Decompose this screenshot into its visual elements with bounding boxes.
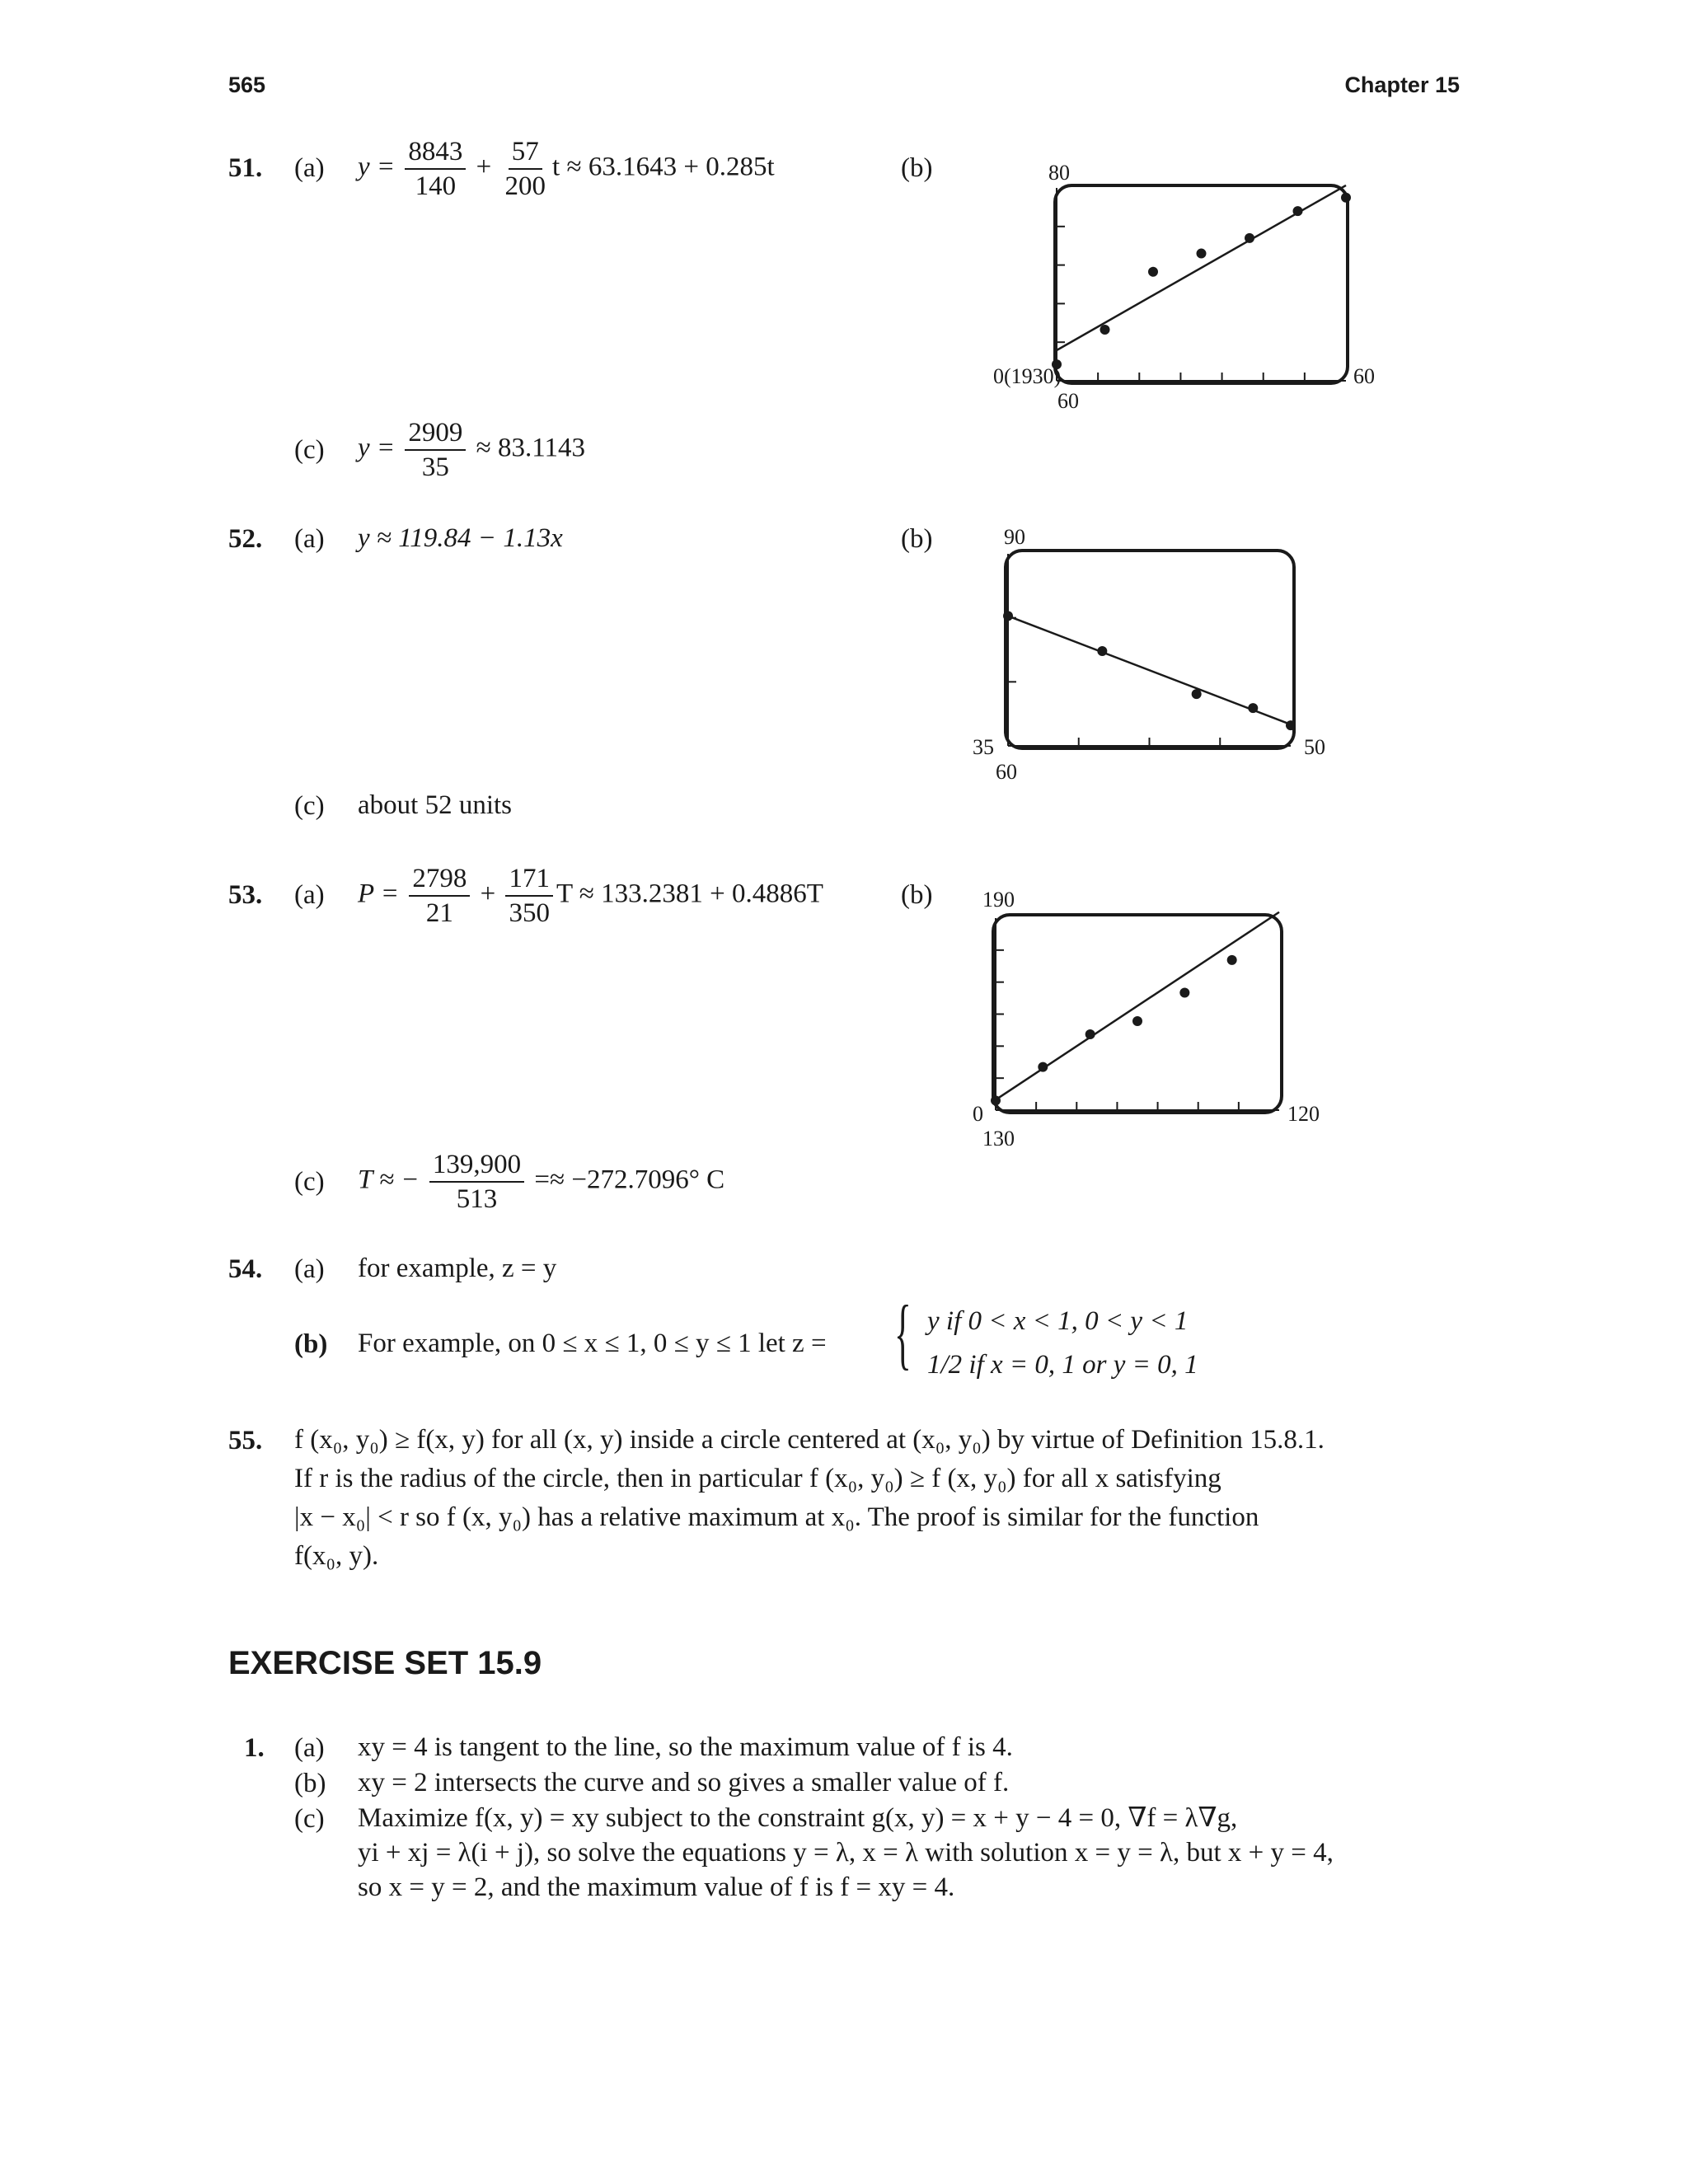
p51-a-frac1 — [405, 135, 466, 203]
problem-number-54: 54. — [228, 1254, 263, 1284]
frac-numerator: 139,900 — [429, 1148, 524, 1183]
section-title: EXERCISE SET 15.9 — [228, 1645, 542, 1681]
x-max-label: 60 — [1353, 364, 1375, 388]
exercise-number-1: 1. — [244, 1733, 265, 1763]
p51-c-equation — [358, 416, 585, 484]
chapter-title: Chapter 15 — [1344, 73, 1460, 97]
frac-denominator: 140 — [415, 171, 457, 201]
p53-c-frac — [429, 1148, 524, 1216]
p51-b-label: (b) — [901, 153, 933, 183]
chart-51 — [964, 148, 1393, 420]
frac-denominator: 21 — [425, 898, 453, 928]
chart-frame — [1055, 185, 1348, 383]
frac-numerator: 171 — [505, 862, 553, 897]
data-point — [1038, 1062, 1048, 1072]
ex1-c-line-3: so x = y = 2, and the maximum value of f is f = xy = 4. — [358, 1872, 955, 1902]
problem-number-51: 51. — [228, 153, 263, 183]
ex1-c-line-1: Maximize f(x, y) = xy subject to the constraint g(x, y) = x + y − 4 = 0, ∇f = λ∇g, — [358, 1803, 1238, 1833]
p53-a-tail: T ≈ 133.2381 + 0.4886T — [556, 879, 823, 909]
ex1-b-text: xy = 2 intersects the curve and so gives a smaller value of f. — [358, 1768, 1010, 1797]
data-point — [1100, 325, 1110, 335]
ex1-c-line-2: yi + xj = λ(i + j), so solve the equations y = λ, x = λ with solution x = y = λ, but x + y = 4, — [358, 1838, 1334, 1868]
data-point — [1085, 1029, 1095, 1039]
p51-a-equation — [358, 135, 775, 203]
p51-a-frac2 — [502, 135, 550, 203]
ex1-a-label: (a) — [294, 1733, 325, 1763]
p51-a-lhs: y = — [358, 152, 396, 182]
chart-53 — [964, 882, 1343, 1146]
p52-a-equation: y ≈ 119.84 − 1.13x — [358, 523, 563, 553]
p52-c-text: about 52 units — [358, 790, 512, 820]
p51-a-plus: + — [476, 152, 492, 182]
data-point — [1192, 689, 1202, 699]
fit-line — [996, 912, 1279, 1100]
data-point — [1003, 611, 1013, 621]
data-point — [1248, 703, 1258, 713]
p53-a-frac1 — [409, 862, 470, 930]
data-point — [1227, 955, 1237, 965]
p53-a-equation — [358, 862, 823, 930]
chart-frame — [1006, 551, 1294, 748]
p53-c-label: (c) — [294, 1167, 325, 1197]
x-max-label: 120 — [1287, 1102, 1320, 1126]
x-min-label: 0(1930) — [993, 364, 1062, 388]
p51-c-lhs: y = — [358, 433, 396, 463]
ex1-b-label: (b) — [294, 1769, 326, 1798]
frac-denominator: 350 — [509, 898, 550, 928]
y-min-label: 60 — [996, 760, 1017, 784]
p51-c-frac — [405, 416, 466, 484]
y-max-label: 90 — [1004, 525, 1025, 549]
data-point — [1097, 646, 1107, 656]
p55-line-4: f(x₀, y). — [294, 1541, 379, 1571]
p53-a-label: (a) — [294, 880, 325, 910]
x-min-label: 0 — [973, 1102, 983, 1126]
p52-b-label: (b) — [901, 524, 933, 554]
problem-number-55: 55. — [228, 1426, 263, 1455]
y-min-label: 130 — [982, 1127, 1015, 1146]
p55-line-3: |x − x₀| < r so f (x, y₀) has a relative maximum at x₀. The proof is similar for the function — [294, 1502, 1259, 1532]
p53-c-equation — [358, 1148, 724, 1216]
p54-case-1: y if 0 < x < 1, 0 < y < 1 — [927, 1306, 1189, 1336]
p52-a-label: (a) — [294, 524, 325, 554]
p55-line-1: f (x₀, y₀) ≥ f(x, y) for all (x, y) inside a circle centered at (x₀, y₀) by virtue of Definition 15.8.1. — [294, 1425, 1325, 1455]
p51-a-label: (a) — [294, 153, 325, 183]
x-min-label: 35 — [973, 735, 994, 759]
chart-52 — [964, 519, 1327, 791]
p54-b-label: (b) — [294, 1329, 328, 1359]
frac-denominator: 200 — [504, 171, 546, 201]
p53-a-frac2 — [505, 862, 553, 930]
p53-a-lhs: P = — [358, 879, 400, 909]
data-point — [1148, 267, 1158, 277]
p52-c-label: (c) — [294, 791, 325, 821]
p51-c-label: (c) — [294, 435, 325, 465]
ex1-a-text: xy = 4 is tangent to the line, so the maximum value of f is 4. — [358, 1732, 1013, 1762]
y-min-label: 60 — [1057, 389, 1079, 413]
frac-numerator: 57 — [509, 135, 542, 170]
frac-denominator: 513 — [456, 1184, 498, 1214]
p54-b-text: For example, on 0 ≤ x ≤ 1, 0 ≤ y ≤ 1 let z = — [358, 1329, 827, 1358]
problem-number-53: 53. — [228, 880, 263, 910]
y-max-label: 80 — [1048, 161, 1070, 185]
p54-case-2: 1/2 if x = 0, 1 or y = 0, 1 — [927, 1350, 1198, 1380]
problem-number-52: 52. — [228, 524, 263, 554]
p54-a-label: (a) — [294, 1254, 325, 1284]
left-brace: { — [894, 1289, 912, 1377]
data-point — [1132, 1016, 1142, 1026]
data-point — [1197, 249, 1207, 259]
p53-b-label: (b) — [901, 880, 933, 910]
chart-frame — [993, 915, 1282, 1113]
frac-denominator: 35 — [421, 452, 449, 482]
page-number: 565 — [228, 73, 266, 97]
ex1-c-label: (c) — [294, 1804, 325, 1834]
data-point — [1179, 987, 1189, 997]
p55-paragraph — [294, 1421, 1465, 1576]
y-max-label: 190 — [982, 888, 1015, 912]
data-point — [1341, 193, 1351, 203]
p54-a-text: for example, z = y — [358, 1254, 557, 1283]
p53-c-tail: =≈ −272.7096° C — [534, 1165, 725, 1195]
p53-c-lhs: T ≈ − — [358, 1165, 420, 1195]
p51-c-tail: ≈ 83.1143 — [476, 433, 586, 463]
frac-numerator: 8843 — [405, 135, 466, 170]
data-point — [1245, 233, 1254, 243]
p55-line-2: If r is the radius of the circle, then in particular f (x₀, y₀) ≥ f (x, y₀) for all x satisfying — [294, 1464, 1221, 1493]
p53-a-plus: + — [480, 879, 496, 909]
frac-numerator: 2798 — [409, 862, 470, 897]
data-point — [991, 1095, 1001, 1105]
p51-a-tail: t ≈ 63.1643 + 0.285t — [552, 152, 775, 182]
data-point — [1293, 206, 1303, 216]
frac-numerator: 2909 — [405, 416, 466, 451]
x-max-label: 50 — [1304, 735, 1325, 759]
data-point — [1286, 720, 1296, 730]
